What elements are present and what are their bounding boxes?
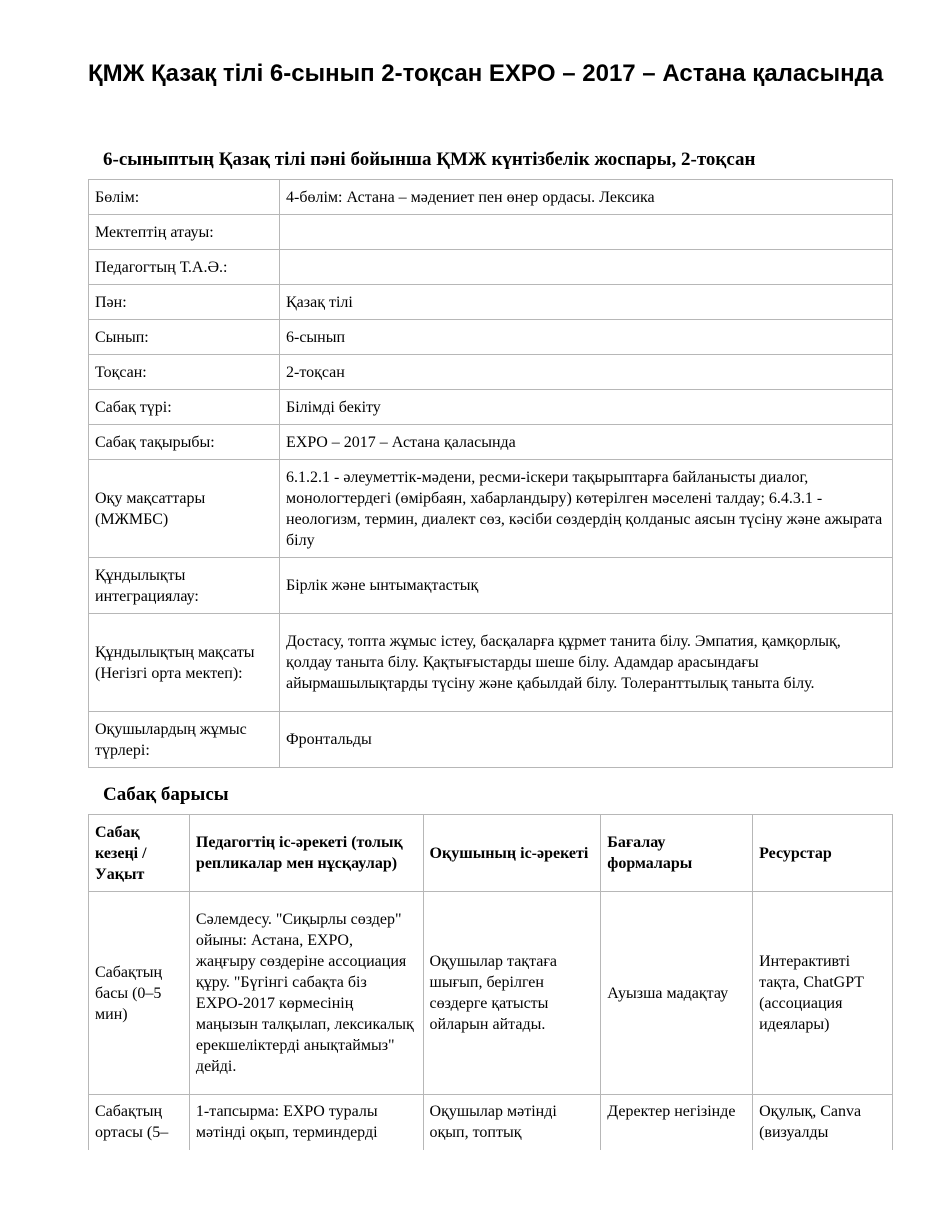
table-row [89,250,893,285]
table-row [89,425,893,460]
column-header: Бағалау формалары [601,815,753,892]
row-value: 2-тоқсан [280,355,893,390]
table-cell: Оқулық, Canva (визуалды [753,1095,893,1155]
table-row [89,712,893,768]
column-header: Ресурстар [753,815,893,892]
row-value: Бірлік және ынтымақтастық [280,558,893,614]
lesson-progress-table [88,814,893,1155]
table-cell: Деректер негізінде [601,1095,753,1155]
table-cell: Сабақтың ортасы (5– [89,1095,190,1155]
row-label: Бөлім: [89,180,280,215]
table-cell: Ауызша мадақтау [601,892,753,1095]
table-row [89,355,893,390]
row-label: Оқушылардың жұмыс түрлері: [89,712,280,768]
row-label: Құндылықтың мақсаты (Негізгі орта мектеп): [89,614,280,712]
row-value [280,250,893,285]
table-row [89,614,893,712]
table-cell: 1-тапсырма: EXPO туралы мәтінді оқып, терминдерді [189,1095,423,1155]
row-label: Сабақ түрі: [89,390,280,425]
row-value [280,215,893,250]
row-value: 6.1.2.1 - әлеуметтік-мәдени, ресми-іскери тақырыптарға байланысты диалог, монологтердегі (өмірбаян, хабарландыру) көтерілген мәселені талдау; 6.4.3.1 - неологизм, термин, диалект сөз, кәсіби сөздердің қолданыс аясын түсіну және ажырата білу [280,460,893,558]
column-header: Сабақ кезеңі / Уақыт [89,815,190,892]
lesson-info-table [88,179,893,768]
row-value: 6-сынып [280,320,893,355]
table-row [89,892,893,1095]
row-value: Достасу, топта жұмыс істеу, басқаларға құрмет танита білу. Эмпатия, қамқорлық, қолдау таныта білу. Қақтығыстарды шеше білу. Адамдар арасындағы айырмашылықтарды түсіну және қабылдай білу. Толеранттылық таныта білу. [280,614,893,712]
table-cell: Оқушылар мәтінді оқып, топтық [423,1095,601,1155]
plan-subtitle: 6-сыныптың Қазақ тілі пәні бойынша ҚМЖ күнтізбелік жоспары, 2-тоқсан [103,149,756,170]
row-label: Құндылықты интеграциялау: [89,558,280,614]
table-row [89,460,893,558]
document-title: ҚМЖ Қазақ тілі 6-сынып 2-тоқсан EXPO – 2017 – Астана қаласында [88,60,884,87]
row-label: Тоқсан: [89,355,280,390]
row-value: Қазақ тілі [280,285,893,320]
column-header: Оқушының іс-әрекеті [423,815,601,892]
table-row [89,1095,893,1155]
row-label: Педагогтың Т.А.Ә.: [89,250,280,285]
lesson-progress-heading: Сабақ барысы [103,784,229,805]
row-label: Мектептің атауы: [89,215,280,250]
row-value: Фронтальды [280,712,893,768]
column-header: Педагогтің іс-әрекеті (толық репликалар мен нұсқаулар) [189,815,423,892]
table-row [89,320,893,355]
row-value: 4-бөлім: Астана – мәдениет пен өнер ордасы. Лексика [280,180,893,215]
row-label: Пән: [89,285,280,320]
table-row [89,215,893,250]
table-header-row [89,815,893,892]
page-bottom-margin [0,1150,935,1210]
table-cell: Сәлемдесу. "Сиқырлы сөздер" ойыны: Астана, EXPO, жаңғыру сөздеріне ассоциация құру. "Бүгінгі сабақта біз EXPO-2017 көрмесінің маңызын талқылап, лексикалық ерекшеліктерді анықтаймыз" дейді. [189,892,423,1095]
table-row [89,180,893,215]
table-row [89,285,893,320]
row-label: Оқу мақсаттары (МЖМБС) [89,460,280,558]
row-label: Сабақ тақырыбы: [89,425,280,460]
table-cell: Сабақтың басы (0–5 мин) [89,892,190,1095]
table-cell: Интерактивті тақта, ChatGPT (ассоциация идеялары) [753,892,893,1095]
table-cell: Оқушылар тақтаға шығып, берілген сөздерге қатысты ойларын айтады. [423,892,601,1095]
row-label: Сынып: [89,320,280,355]
row-value: Білімді бекіту [280,390,893,425]
table-row [89,390,893,425]
table-row [89,558,893,614]
row-value: EXPO – 2017 – Астана қаласында [280,425,893,460]
